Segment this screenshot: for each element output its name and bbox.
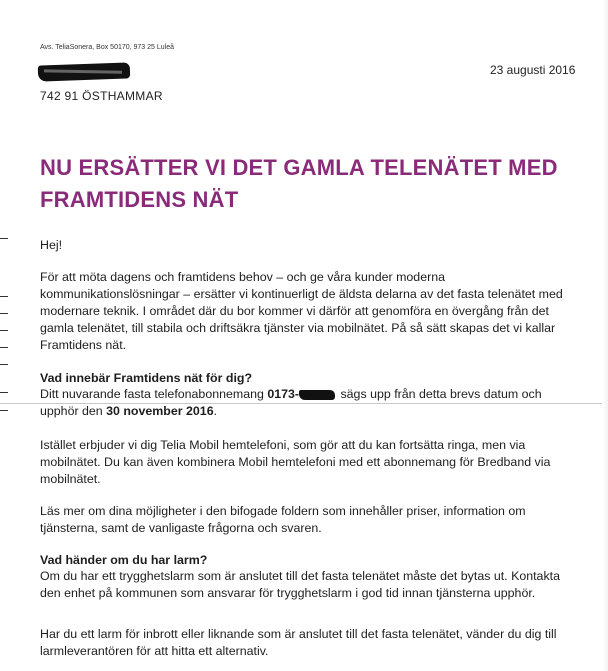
answer-larm: Om du har ett trygghetslarm som är anslutet till det fasta telenätet måste det bytas ut. Kontakta den enhet på kommunen som ansvarar för trygghetslarm i god tid innan tjänsterna upphör. [40,569,560,600]
greeting: Hej! [40,238,63,252]
answer1-end: . [213,404,218,418]
sender-address: Avs. TeliaSonera, Box 50170, 973 25 Luleå [40,44,175,51]
intro-paragraph: För att möta dagens och framtidens behov – och ge våra kunder moderna kommunikationslösningar – ersätter vi kontinuerligt de äldsta delarna av det fasta telenätet med modernare teknik. I området där du bor kommer vi därför att genomföra en övergång från det gamla telenätet, till stabila och driftsäkra tjänster via mobilnätet. På så sätt skapas det vi kallar Framtidens nät. [40,270,563,352]
answer1-before: Ditt nuvarande fasta telefonabonnemang [40,387,268,401]
answer1-middle: sägs upp från detta brevs datum och upphör den [40,387,542,418]
question-larm: Vad händer om du har larm? [40,553,208,567]
folder-info-paragraph: Läs mer om dina möjligheter i den bifogade foldern som innehåller priser, information om tjänsterna, samt de vanligaste frågorna och svaren. [40,504,526,535]
recipient-postal-address: 742 91 ÖSTHAMMAR [40,89,163,103]
redacted-phone-number [299,390,335,400]
letter-date: 23 augusti 2016 [490,63,576,77]
margin-tick [0,364,8,365]
letter-heading: NU ERSÄTTER VI DET GAMLA TELENÄTET MED FRAMTIDENS NÄT [40,155,558,212]
redacted-recipient-name [38,62,131,81]
margin-tick [0,347,8,348]
margin-tick [0,410,8,411]
page-edge-shadow [602,0,608,671]
question-framtidens-nat: Vad innebär Framtidens nät för dig? [40,371,253,385]
burglar-alarm-paragraph: Har du ett larm för inbrott eller liknande som är anslutet till det fasta telenätet, vänder du dig till larmleverantören för att hitta ett alternativ. [40,627,557,658]
margin-tick [0,296,8,297]
margin-tick [0,392,8,393]
mobile-home-phone-paragraph: Istället erbjuder vi dig Telia Mobil hemtelefoni, som gör att du kan fortsätta ringa, men via mobilnätet. Du kan även kombinera Mobil hemtelefoni med ett abonnemang för Bredband via mobilnätet. [40,438,551,486]
scan-fold-line [0,403,608,404]
margin-tick [0,313,8,314]
phone-number-prefix: 0173- [267,387,300,401]
margin-tick [0,330,8,331]
margin-tick [0,238,8,239]
end-date: 30 november 2016 [106,404,214,418]
